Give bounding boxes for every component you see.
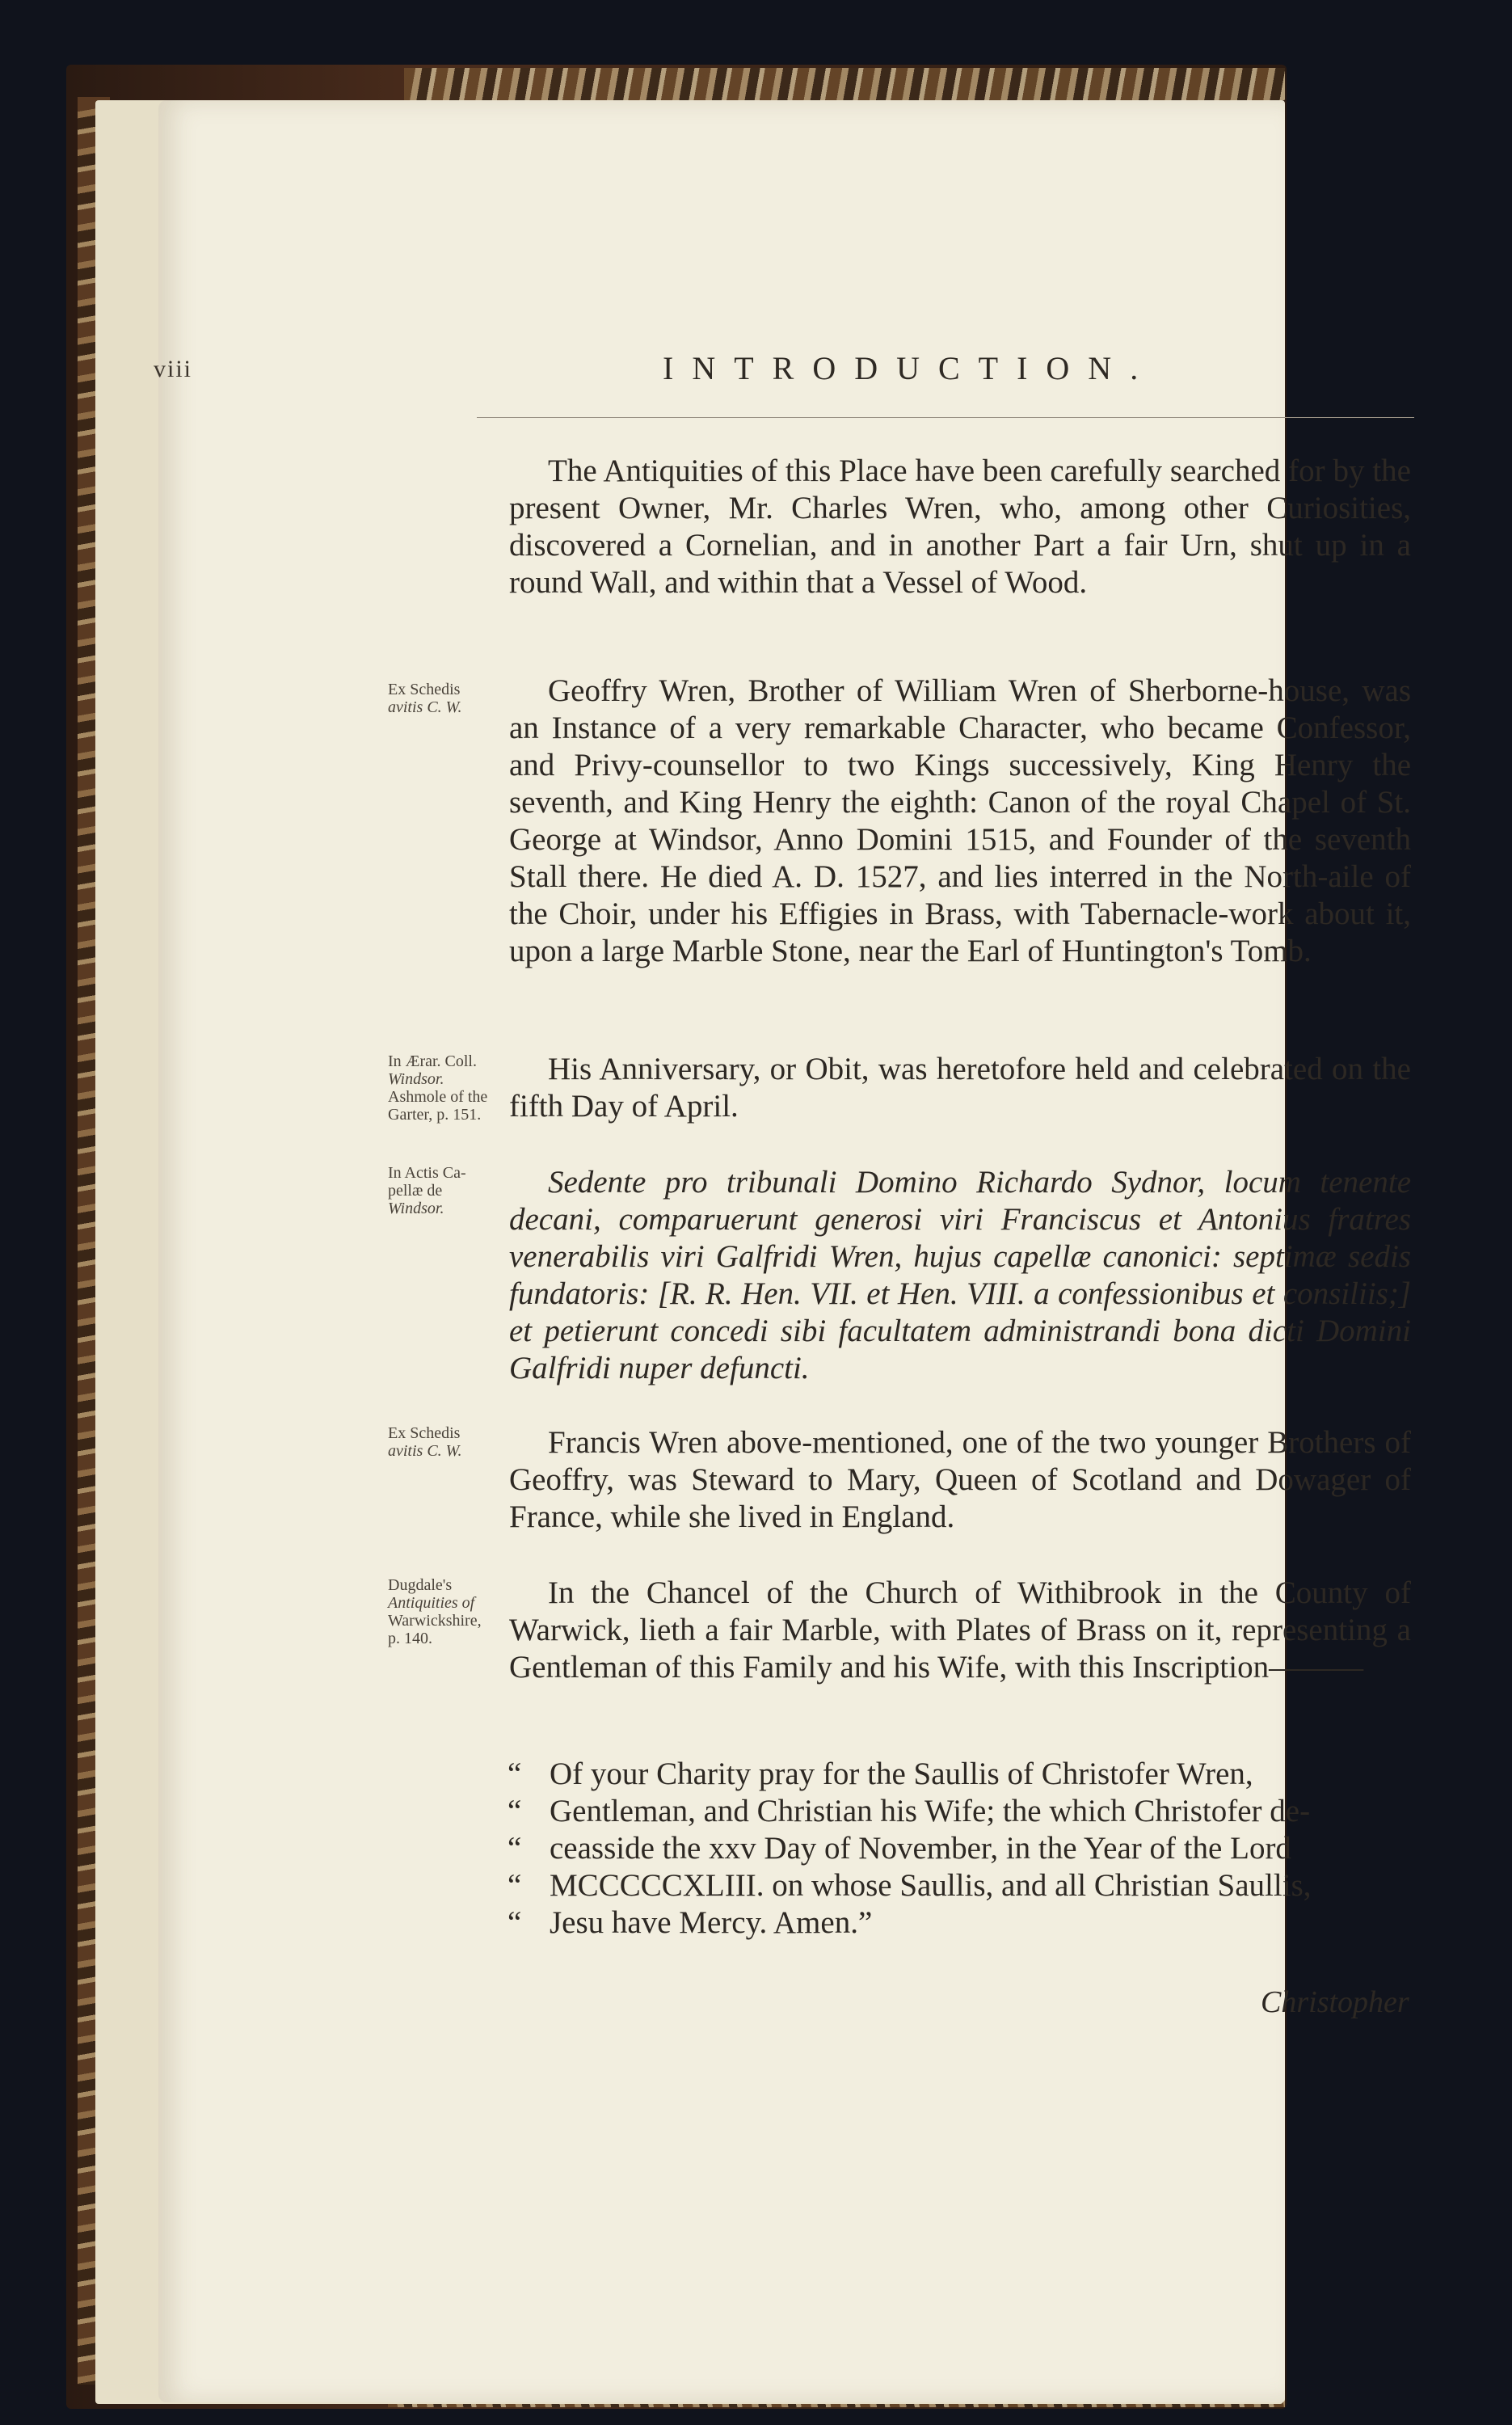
header-rule [477, 417, 1414, 418]
margin-note-line: Windsor. [388, 1200, 444, 1217]
margin-note-3 [388, 1164, 509, 1217]
margin-note-line: Antiquities of [388, 1594, 475, 1612]
inscription-quote [508, 1756, 1411, 1942]
quote-mark: “ [508, 1868, 522, 1903]
paragraph-text: The Antiquities of this Place have been carefully searched for by the present Owner, Mr. Charles Wren, who, among other Curiosities, discovered a Cornelian, and in another Part a fair Urn, shut up in a round Wall, and within that a Vessel of Wood. [509, 453, 1411, 600]
quote-mark: “ [508, 1831, 522, 1866]
paragraph-1 [509, 453, 1411, 601]
paragraph-3 [509, 1051, 1411, 1125]
quote-mark: “ [508, 1905, 522, 1940]
margin-note-2 [388, 1052, 509, 1124]
marbled-edge-top [404, 68, 1285, 100]
quote-line-text: MCCCCCXLIII. on whose Saullis, and all Christian Saullis, [550, 1868, 1312, 1903]
quote-line-text: Gentleman, and Christian his Wife; the which Christofer de- [550, 1794, 1311, 1828]
paragraph-6 [509, 1575, 1411, 1686]
quote-line [508, 1756, 1411, 1793]
quote-mark: “ [508, 1757, 522, 1791]
paragraph-text: In the Chancel of the Church of Withibrook in the County of Warwick, lieth a fair Marble, with Plates of Brass on it, representing a Gentleman of this Family and his Wife, with this Inscription——— [509, 1575, 1411, 1685]
margin-note-line: Ashmole of the [388, 1088, 488, 1106]
paragraph-text: Geoffry Wren, Brother of William Wren of Sherborne-house, was an Instance of a very remarkable Character, who became Confessor, and Privy-counsellor to two Kings successively, King Henry the seventh, and King Henry the eighth: Canon of the royal Chapel of St. George at Windsor, Anno Domini 1515, and Founder of the seventh Stall there. He died A. D. 1527, and lies interred in the North-aile of the Choir, under his Effigies in Brass, with Tabernacle-work about it, upon a large Marble Stone, near the Earl of Huntington's Tomb. [509, 673, 1411, 968]
margin-note-line: avitis C. W. [388, 698, 462, 716]
paragraph-text: Sedente pro tribunali Domino Richardo Sydnor, locum tenente decani, comparuerunt generosi viri Franciscus et Antonius fratres venerabilis viri Galfridi Wren, hujus capellæ canonici: septimæ sedis fundatoris: [R. R. Hen. VII. et Hen. VIII. a confessionibus et consiliis;] et petierunt concedi sibi facultatem administrandi bona dicti Domini Galfridi nuper defuncti. [509, 1165, 1411, 1385]
margin-note-line: In Ærar. Coll. [388, 1052, 477, 1070]
margin-note-line: Garter, p. 151. [388, 1106, 482, 1124]
paragraph-text: His Anniversary, or Obit, was heretofore held and celebrated on the fifth Day of April. [509, 1052, 1411, 1124]
margin-note-line: pellæ de [388, 1182, 443, 1200]
paragraph-2 [509, 673, 1411, 970]
margin-note-4 [388, 1424, 509, 1460]
paragraph-4-latin [509, 1164, 1411, 1387]
margin-note-line: Ex Schedis [388, 1424, 461, 1442]
catchword: Christopher [1261, 1985, 1409, 2019]
paragraph-text: Francis Wren above-mentioned, one of the two younger Brothers of Geoffry, was Steward to Mary, Queen of Scotland and Dowager of France, while she lived in England. [509, 1425, 1411, 1534]
quote-line [508, 1867, 1411, 1904]
paragraph-5 [509, 1424, 1411, 1536]
quote-line-text: ceasside the xxv Day of November, in the Year of the Lord [550, 1831, 1291, 1866]
quote-line-text: Jesu have Mercy. Amen.” [550, 1905, 873, 1940]
margin-note-line: p. 140. [388, 1630, 432, 1647]
quote-line-text: Of your Charity pray for the Saullis of Christofer Wren, [550, 1757, 1253, 1791]
running-title: INTRODUCTION. [663, 350, 1157, 386]
margin-note-1 [388, 681, 509, 716]
margin-note-line: Warwickshire, [388, 1612, 482, 1630]
quote-mark: “ [508, 1794, 522, 1828]
margin-note-line: Ex Schedis [388, 681, 461, 698]
margin-note-line: avitis C. W. [388, 1442, 462, 1460]
margin-note-line: In Actis Ca- [388, 1164, 466, 1182]
margin-note-5 [388, 1576, 509, 1647]
quote-line [508, 1830, 1411, 1867]
page-folio: viii [154, 356, 193, 382]
margin-note-line: Windsor. [388, 1070, 444, 1088]
quote-line [508, 1793, 1411, 1830]
quote-line [508, 1904, 1411, 1942]
margin-note-line: Dugdale's [388, 1576, 453, 1594]
